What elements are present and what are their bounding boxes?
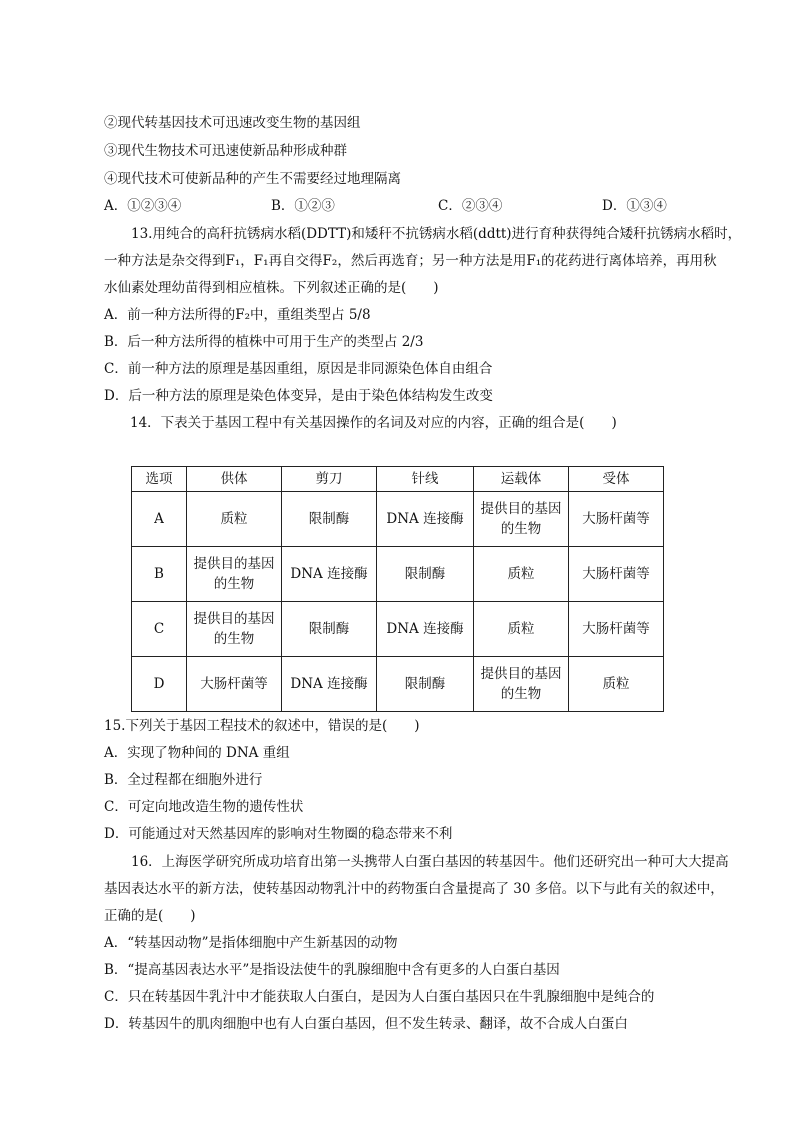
q12-option-d: D．①③④: [602, 198, 667, 214]
q13-option-b: B．后一种方法所得的植株中可用于生产的类型占 2/3: [104, 334, 424, 350]
table-cell: 限制酶: [282, 602, 377, 657]
q13-stem-line-1: 13.用纯合的高秆抗锈病水稻(DDTT)和矮秆不抗锈病水稻(ddtt)进行育种获得纯合矮秆抗锈病水稻时，: [131, 226, 742, 242]
table-cell: DNA 连接酶: [282, 657, 377, 712]
q15-option-a: A．实现了物种间的 DNA 重组: [104, 745, 290, 761]
table-cell: 限制酶: [377, 547, 474, 602]
q15-stem: 15.下列关于基因工程技术的叙述中，错误的是( ): [104, 718, 420, 734]
table-cell: 大肠杆菌等: [569, 492, 664, 547]
table-cell: DNA 连接酶: [377, 602, 474, 657]
q13-option-c: C．前一种方法的原理是基因重组，原因是非同源染色体自由组合: [104, 361, 493, 377]
table-cell: 提供目的基因的生物: [474, 657, 569, 712]
q16-stem-line-3: 正确的是( ): [104, 908, 196, 924]
table-header-cell: 剪刀: [282, 467, 377, 492]
q15-option-c: C．可定向地改造生物的遗传性状: [104, 799, 304, 815]
table-cell: DNA 连接酶: [282, 547, 377, 602]
table-header-row: [132, 467, 664, 492]
gene-operation-table: [131, 466, 664, 712]
table-row: [132, 602, 664, 657]
table-header-cell: 运载体: [474, 467, 569, 492]
table-header-cell: 选项: [132, 467, 187, 492]
q13-option-d: D．后一种方法的原理是染色体变异，是由于染色体结构发生改变: [104, 388, 493, 404]
q14-stem: 14．下表关于基因工程中有关基因操作的名词及对应的内容，正确的组合是( ): [130, 415, 617, 431]
q12-options: [104, 197, 667, 215]
table-cell: 限制酶: [282, 492, 377, 547]
table-cell: 质粒: [187, 492, 282, 547]
q16-stem-line-2: 基因表达水平的新方法，使转基因动物乳汁中的药物蛋白含量提高了 30 多倍。以下与此有关的叙述中，: [104, 881, 724, 897]
table-cell: 限制酶: [377, 657, 474, 712]
table-row: [132, 492, 664, 547]
statement-2: ②现代转基因技术可迅速改变生物的基因组: [104, 115, 361, 131]
q16-option-a: A．“转基因动物”是指体细胞中产生新基因的动物: [104, 935, 398, 951]
table-cell: A: [132, 492, 187, 547]
q16-stem-line-1: 16．上海医学研究所成功培育出第一头携带人白蛋白基因的转基因牛。他们还研究出一种可大大提高: [131, 854, 729, 870]
table-cell: C: [132, 602, 187, 657]
table-header-cell: 针线: [377, 467, 474, 492]
table-cell: 提供目的基因的生物: [474, 492, 569, 547]
q13-option-a: A．前一种方法所得的F₂中，重组类型占 5/8: [104, 307, 371, 323]
table-header-cell: 供体: [187, 467, 282, 492]
q16-option-b: B．“提高基因表达水平”是指设法使牛的乳腺细胞中含有更多的人白蛋白基因: [104, 962, 560, 978]
statement-4: ④现代技术可使新品种的产生不需要经过地理隔离: [104, 171, 401, 187]
table-cell: 提供目的基因的生物: [187, 547, 282, 602]
q12-option-c: C．②③④: [438, 198, 503, 214]
q16-option-c: C．只在转基因牛乳汁中才能获取人白蛋白，是因为人白蛋白基因只在牛乳腺细胞中是纯合的: [104, 989, 655, 1005]
q15-option-b: B．全过程都在细胞外进行: [104, 772, 263, 788]
table-row: [132, 547, 664, 602]
table-cell: 质粒: [474, 602, 569, 657]
q13-stem-line-3: 水仙素处理幼苗得到相应植株。下列叙述正确的是( ): [104, 280, 439, 296]
table-cell: 提供目的基因的生物: [187, 602, 282, 657]
q16-option-d: D．转基因牛的肌肉细胞中也有人白蛋白基因，但不发生转录、翻译，故不合成人白蛋白: [104, 1016, 628, 1032]
q13-stem-line-2: 一种方法是杂交得到F₁，F₁再自交得F₂，然后再选育；另一种方法是用F₁的花药进行离体培养，再用秋: [104, 253, 717, 269]
statement-3: ③现代生物技术可迅速使新品种形成种群: [104, 143, 347, 159]
q12-option-a: A．①②③④: [104, 198, 182, 214]
table-cell: 大肠杆菌等: [187, 657, 282, 712]
table-cell: 大肠杆菌等: [569, 547, 664, 602]
table-cell: 质粒: [474, 547, 569, 602]
table-cell: 质粒: [569, 657, 664, 712]
table-cell: D: [132, 657, 187, 712]
q12-option-b: B．①②③: [271, 198, 335, 214]
table-header-cell: 受体: [569, 467, 664, 492]
table-cell: 大肠杆菌等: [569, 602, 664, 657]
table-cell: B: [132, 547, 187, 602]
table-row: [132, 657, 664, 712]
q15-option-d: D．可能通过对天然基因库的影响对生物圈的稳态带来不利: [104, 826, 453, 842]
table-cell: DNA 连接酶: [377, 492, 474, 547]
